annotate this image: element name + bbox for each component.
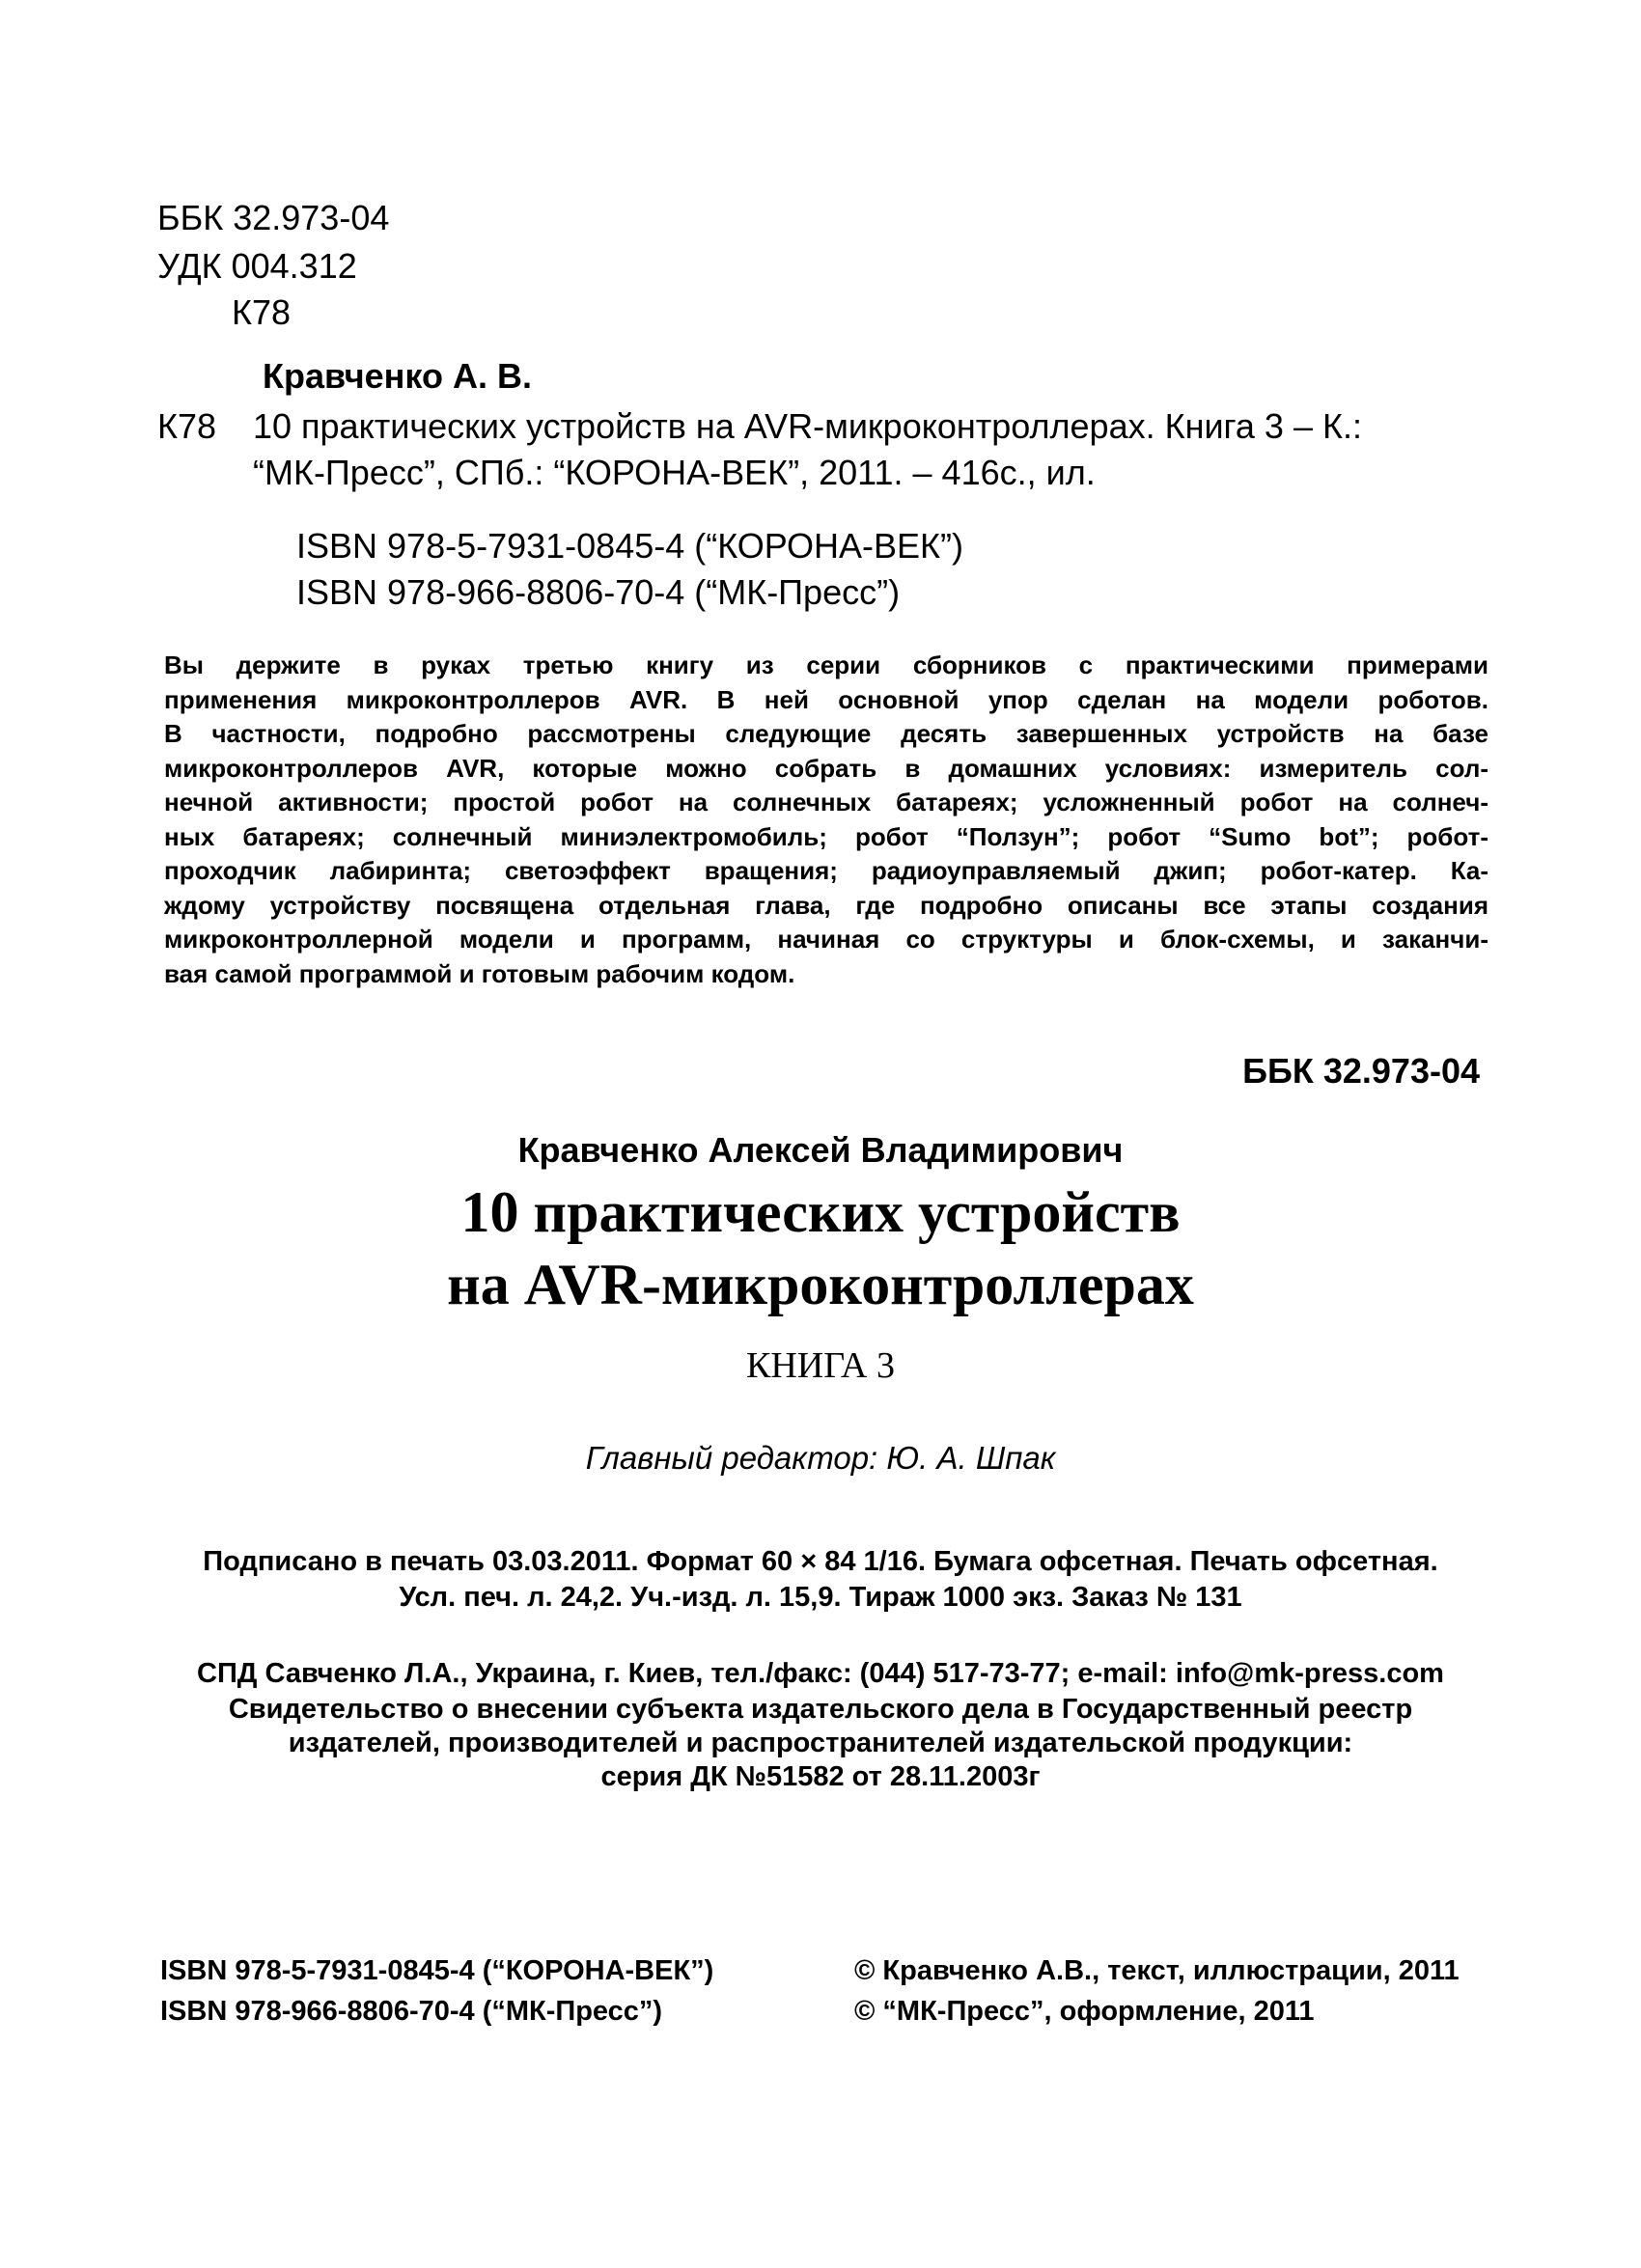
publisher-line4: серия ДК №51582 от 28.11.2003г <box>600 1761 1041 1792</box>
abstract-line: микроконтроллеров AVR, которые можно собрать в домашних условиях: измеритель сол- <box>164 753 1488 783</box>
abstract-line: нечной активности; простой робот на солнечных батареях; усложненный робот на солнеч- <box>164 788 1488 816</box>
catalog-title-line1: 10 практических устройств на AVR-микроконтроллерах. Книга 3 – К.: <box>253 406 1362 446</box>
copyright-author: © Кравченко А.В., текст, иллюстрации, 2011 <box>854 1955 1460 1986</box>
abstract-line: В частности, подробно рассмотрены следующие десять завершенных устройств на базе <box>164 719 1488 748</box>
abstract-line: вая самой программой и готовым рабочим кодом. <box>164 958 795 988</box>
bbk-code: ББК 32.973-04 <box>157 198 390 237</box>
abstract-line: проходчик лабиринта; светоэффект вращения; радиоуправляемый джип; робот-катер. Ка- <box>164 856 1488 885</box>
bbk-right: ББК 32.973-04 <box>1242 1051 1480 1091</box>
abstract-line: применения микроконтроллеров AVR. В ней основной упор сделан на модели роботов. <box>164 684 1488 714</box>
abstract-line: микроконтроллерной модели и программ, начиная со структуры и блок-схемы, и заканчи- <box>164 925 1488 954</box>
catalog-mark: К78 <box>157 406 217 446</box>
author-mark: К78 <box>232 292 292 332</box>
abstract-line: ных батареях; солнечный миниэлектромобиль; робот “Ползун”; робот “Sumo bot”; робот- <box>164 821 1488 851</box>
publisher-line2: Свидетельство о внесении субъекта издательского дела в Государственный реестр <box>228 1694 1413 1725</box>
abstract-line: Вы держите в руках третью книгу из серии сборников с практическими примерами <box>164 650 1488 679</box>
catalog-title-line2: “МК-Пресс”, СПб.: “КОРОНА-ВЕК”, 2011. – 416с., ил. <box>253 453 1096 492</box>
book-title-line1: 10 практических устройств <box>460 1180 1181 1244</box>
publisher-line1: СПД Савченко Л.А., Украина, г. Киев, тел./факс: (044) 517-73-77; e-mail: info@mk-press.com <box>197 1658 1444 1689</box>
book-number: КНИГА 3 <box>745 1345 895 1386</box>
catalog-author: Кравченко А. В. <box>263 356 532 396</box>
abstract <box>164 649 1488 991</box>
bottom-isbn-2: ISBN 978-966-8806-70-4 (“МК-Пресс”) <box>160 1996 663 2027</box>
copyright-publisher: © “МК-Пресс”, оформление, 2011 <box>854 1996 1315 2027</box>
bottom-isbn-1: ISBN 978-5-7931-0845-4 (“КОРОНА-ВЕК”) <box>160 1955 714 1986</box>
publisher-line3: издателей, производителей и распространителей издательской продукции: <box>288 1728 1353 1758</box>
imprint-line1: Подписано в печать 03.03.2011. Формат 60 × 84 1/16. Бумага офсетная. Печать офсетная. <box>203 1546 1438 1577</box>
udk-code: УДК 004.312 <box>157 246 357 286</box>
catalog-isbn-2: ISBN 978-966-8806-70-4 (“МК-Пресс”) <box>296 572 901 612</box>
abstract-line: ждому устройству посвящена отдельная глава, где подробно описаны все этапы создания <box>164 890 1488 920</box>
book-title-line2: на AVR-микроконтроллерах <box>447 1253 1194 1316</box>
chief-editor: Главный редактор: Ю. А. Шпак <box>585 1440 1056 1476</box>
catalog-isbn-1: ISBN 978-5-7931-0845-4 (“КОРОНА-ВЕК”) <box>296 526 963 566</box>
imprint-line2: Усл. печ. л. 24,2. Уч.-изд. л. 15,9. Тираж 1000 экз. Заказ № 131 <box>399 1582 1242 1613</box>
author-full-name: Кравченко Алексей Владимирович <box>517 1130 1124 1170</box>
